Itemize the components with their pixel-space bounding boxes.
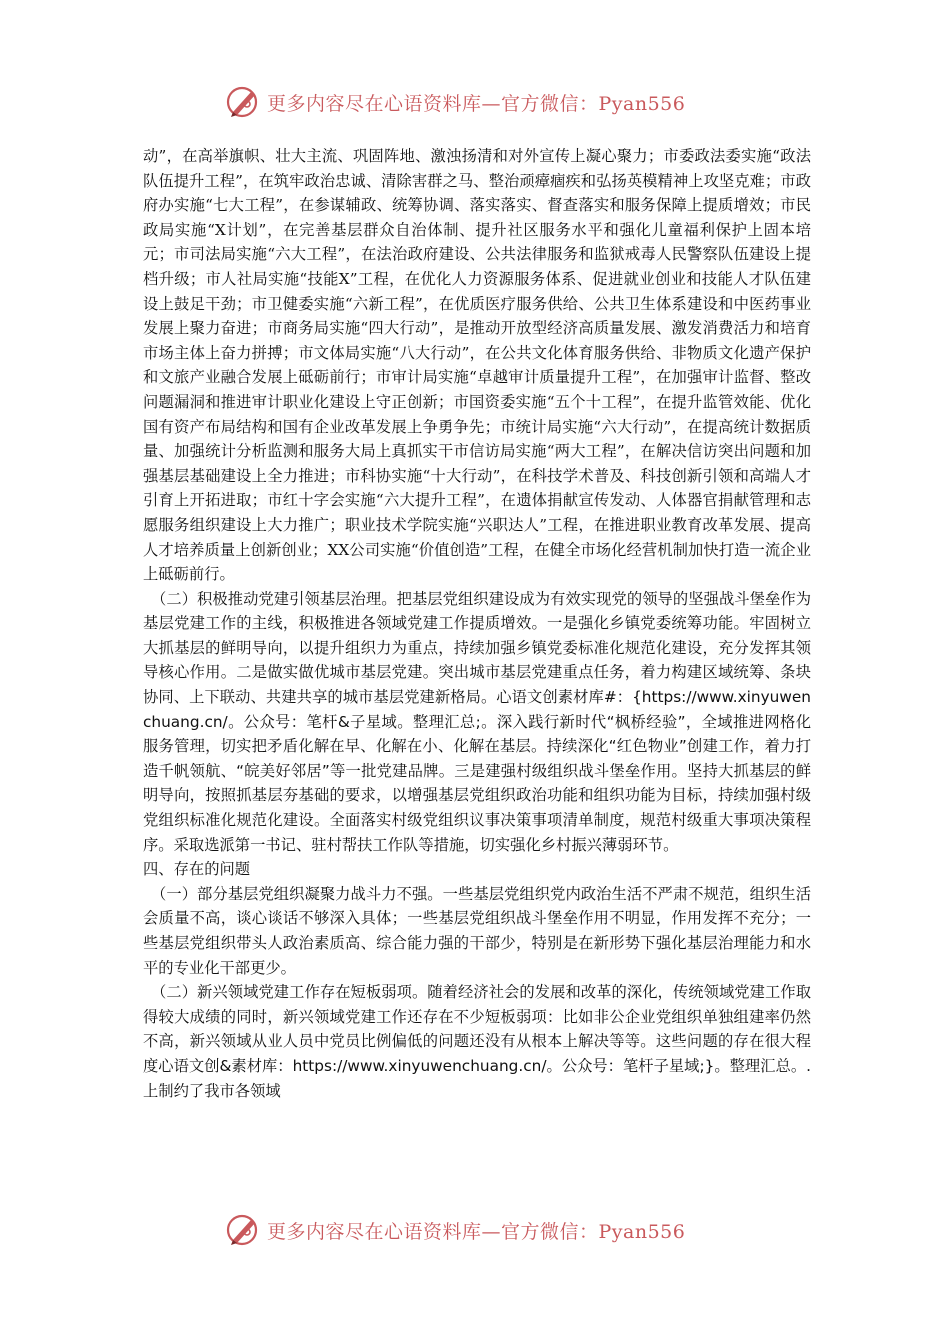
paragraph-new-sectors: （二）新兴领域党建工作存在短板弱项。随着经济社会的发展和改革的深化，传统领域党建工作取得较大成绩的同时，新兴领域党建工作还存在不少短板弱项：比如非公企业党组织单独组建率仍然不高，新兴领域从业人员中党员比例偏低的问题还没有从根本上解决等等。这些问题的存在很大程度心语文创&素材库：https://www.xinyuwenchuang.cn/。公众号：笔杆子星域;}。整理汇总。.上制约了我市各领域 xyxy=(143,983,811,1100)
pen-logo-icon xyxy=(225,1212,261,1248)
paragraph-agency-actions: 动”，在高举旗帜、壮大主流、巩固阵地、激浊扬清和对外宣传上凝心聚力；市委政法委实施“政法队伍提升工程”，在筑牢政治忠诚、清除害群之马、整治顽瘴痼疾和弘扬英模精神上攻坚克难；市政府办实施“七大工程”，在参谋辅政、统筹协调、落实落实、督查落实和服务保障上提质增效；市民政局实施“X计划”，在完善基层群众自治体制、提升社区服务水平和强化儿童福利保护上固本培元；市司法局实施“六大工程”，在法治政府建设、公共法律服务和监狱戒毒人民警察队伍建设上提档升级；市人社局实施“技能X”工程，在优化人力资源服务体系、促进就业创业和技能人才队伍建设上鼓足干劲；市卫健委实施“六新工程”，在优质医疗服务供给、公共卫生体系建设和中医药事业发展上聚力奋进；市商务局实施“四大行动”，是推动开放型经济高质量发展、激发消费活力和培育市场主体上奋力拼搏；市文体局实施“八大行动”，在公共文化体育服务供给、非物质文化遗产保护和文旅产业融合发展上砥砺前行；市审计局实施“卓越审计质量提升工程”，在加强审计监督、整改问题漏洞和推进审计职业化建设上守正创新；市国资委实施“五个十工程”，在提升监管效能、优化国有资产布局结构和国有企业改革发展上争勇争先；市统计局实施“六大行动”，在提高统计数据质量、加强统计分析监测和服务大局上真抓实干市信访局实施“两大工程”，在解决信访突出问题和加强基层基础建设上全力推进；市科协实施“十大行动”，在科技学术普及、科技创新引领和高端人才引育上开拓进取；市红十字会实施“六大提升工程”，在遗体捐献宣传发动、人体器官捐献管理和志愿服务组织建设上大力推广；职业技术学院实施“兴职达人”工程，在推进职业教育改革发展、提高人才培养质量上创新创业；XX公司实施“价值创造”工程，在健全市场化经营机制加快打造一流企业上砥砺前行。 xyxy=(143,147,811,584)
paragraph-grassroots-governance: （二）积极推动党建引领基层治理。把基层党组织建设成为有效实现党的领导的坚强战斗堡垒作为基层党建工作的主线，积极推进各领域党建工作提质增效。一是强化乡镇党委统筹功能。牢固树立大抓基层的鲜明导向，以提升组织力为重点，持续加强乡镇党委标准化规范化建设，充分发挥其领导核心作用。二是做实做优城市基层党建。突出城市基层党建重点任务，着力构建区域统筹、条块协同、上下联动、共建共享的城市基层党建新格局。心语文创素材库#：{https://www.xinyuwenchuang.cn/。公众号：笔杆&子星域。整理汇总;。深入践行新时代“枫桥经验”，全域推进网格化服务管理，切实把矛盾化解在早、化解在小、化解在基层。持续深化“红色物业”创建工作，着力打造千帆领航、“皖美好邻居”等一批党建品牌。三是建强村级组织战斗堡垒作用。坚持大抓基层的鲜明导向，按照抓基层夯基础的要求，以增强基层党组织政治功能和组织功能为目标，持续加强村级党组织标准化规范化建设。全面落实村级党组织议事决策事项清单制度，规范村级重大事项决策程序。采取选派第一书记、驻村帮扶工作队等措施，切实强化乡村振兴薄弱环节。 xyxy=(143,589,811,854)
footer-banner[interactable] xyxy=(225,1212,725,1248)
header-banner[interactable] xyxy=(225,84,725,120)
footer-banner-text: 更多内容尽在心语资料库—官方微信：Pyan556 xyxy=(267,1220,686,1243)
wechat-id: Pyan556 xyxy=(598,92,686,115)
header-banner-text: 更多内容尽在心语资料库—官方微信：Pyan556 xyxy=(267,92,686,115)
section-heading-problems: 四、存在的问题 xyxy=(143,860,251,879)
paragraph-weak-cohesion: （一）部分基层党组织凝聚力战斗力不强。一些基层党组织党内政治生活不严肃不规范，组织生活会质量不高，谈心谈话不够深入具体；一些基层党组织战斗堡垒作用不明显，作用发挥不充分；一些基层党组织带头人政治素质高、综合能力强的干部少，特别是在新形势下强化基层治理能力和水平的专业化干部更少。 xyxy=(143,884,811,977)
document-body xyxy=(143,144,811,1103)
pen-logo-icon xyxy=(225,84,261,120)
wechat-id: Pyan556 xyxy=(598,1220,686,1243)
